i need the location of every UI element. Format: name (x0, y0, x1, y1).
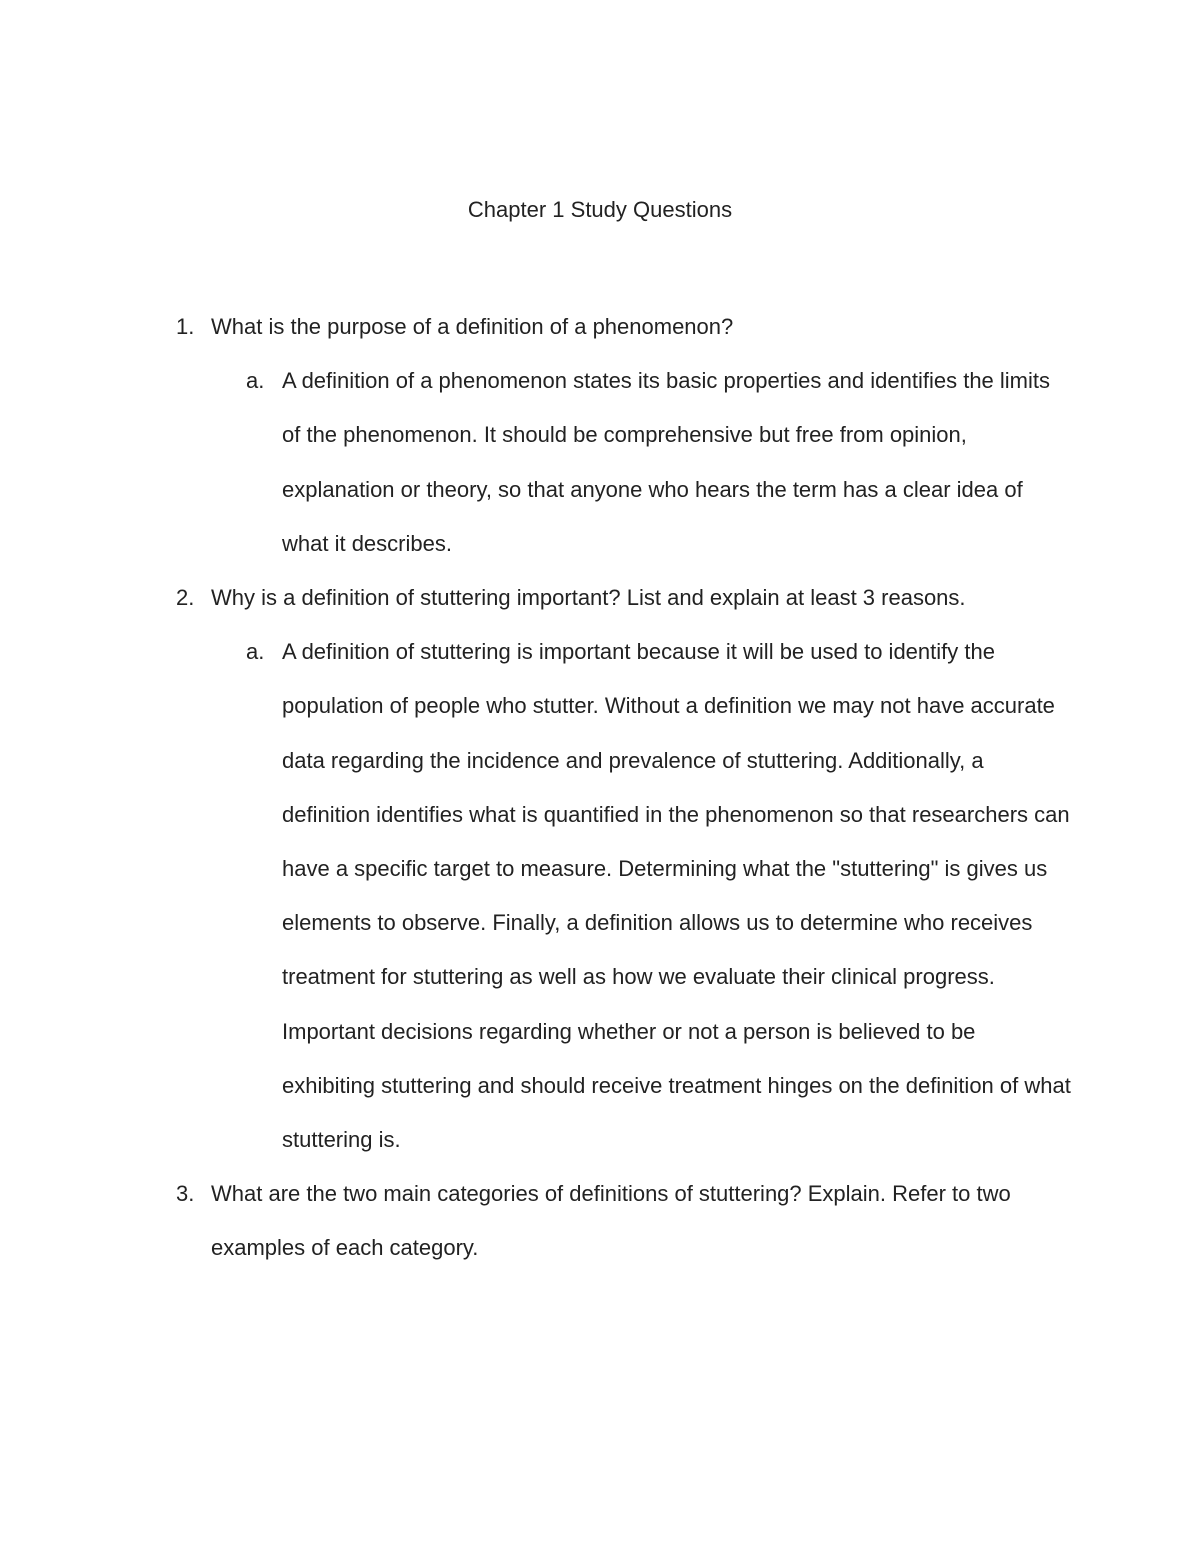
answer-letter: a. (246, 368, 265, 394)
answer-2a (0, 625, 1200, 1167)
answer-1a (0, 354, 1200, 571)
question-number: 2. (176, 585, 195, 611)
question-text: What are the two main categories of definitions of stuttering? Explain. Refer to two examples of each category. (211, 1181, 1011, 1261)
question-2 (0, 571, 1200, 1167)
answer-letter: a. (246, 639, 265, 665)
page-title: Chapter 1 Study Questions (467, 197, 733, 222)
question-number: 1. (176, 314, 195, 339)
question-text: What is the purpose of a definition of a phenomenon? (211, 314, 734, 339)
question-number: 3. (176, 1181, 195, 1207)
answer-text: A definition of stuttering is important because it will be used to identify the population of people who stutter. Without a definition we may not have accurate data regarding the incidence and prevalence of stuttering. Additionally, a definition identifies what is quantified in the phenomenon so that researchers can have a specific target to measure. Determining what the "stuttering" is gives us elements to observe. Finally, a definition allows us to determine who receives treatment for stuttering as well as how we evaluate their clinical progress. Important decisions regarding whether or not a person is believed to be exhibiting stuttering and should receive treatment hinges on the definition of what stuttering is. (282, 639, 1071, 1153)
question-1 (0, 300, 1200, 571)
answer-text: A definition of a phenomenon states its basic properties and identifies the limits of the phenomenon. It should be comprehensive but free from opinion, explanation or theory, so that anyone who hears the term has a clear idea of what it describes. (282, 368, 1051, 556)
question-3 (0, 1167, 1200, 1275)
question-list (0, 300, 1200, 1276)
question-text: Why is a definition of stuttering important? List and explain at least 3 reasons. (211, 585, 966, 611)
